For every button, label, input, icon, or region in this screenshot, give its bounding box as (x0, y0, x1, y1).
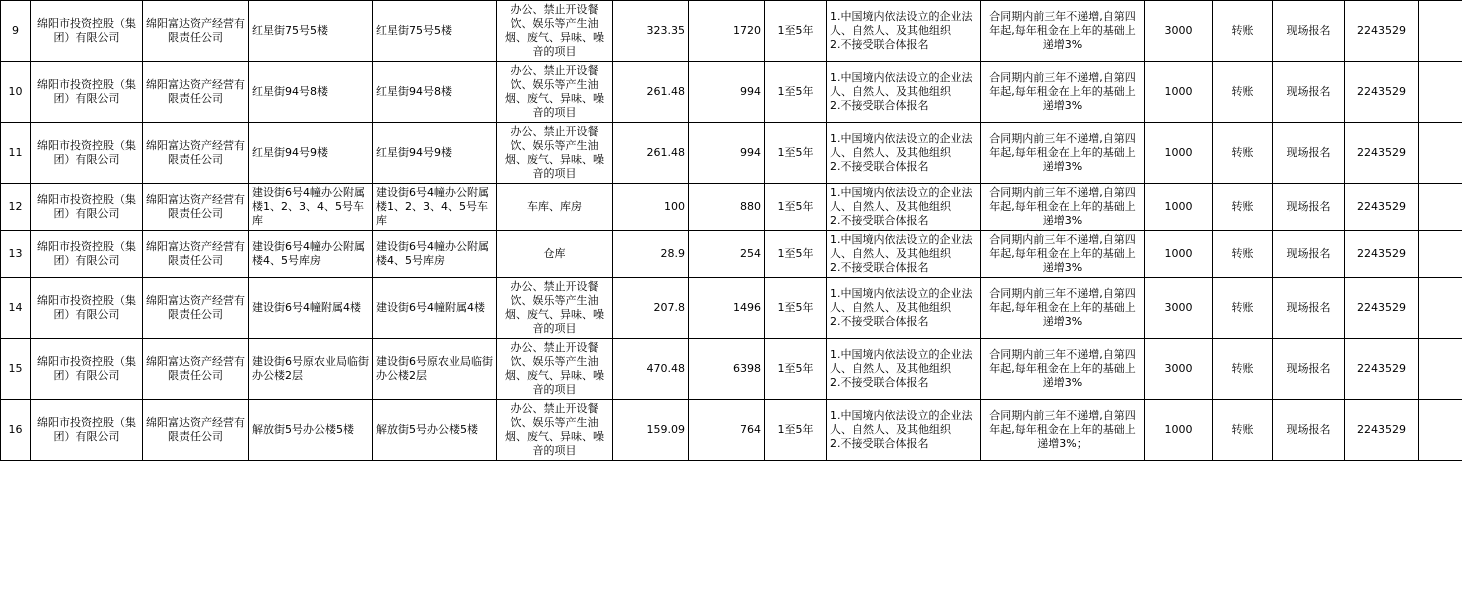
cell-last (1419, 278, 1462, 339)
cell-agent: 绵阳富达资产经营有限责任公司 (143, 400, 249, 461)
cell-loc: 建设街6号4幢办公附属楼1、2、3、4、5号车库 (249, 184, 373, 231)
cell-price: 254 (689, 231, 765, 278)
cell-pay: 转账 (1213, 400, 1273, 461)
cell-name: 建设街6号原农业局临街办公楼2层 (373, 339, 497, 400)
cell-name: 红星街94号8楼 (373, 62, 497, 123)
cell-area: 261.48 (613, 62, 689, 123)
table-row (1, 400, 1462, 461)
table-row (1, 184, 1462, 231)
cell-idx: 11 (1, 123, 31, 184)
cell-price: 1720 (689, 1, 765, 62)
cell-name: 红星街75号5楼 (373, 1, 497, 62)
cell-use: 办公、禁止开设餐饮、娱乐等产生油烟、废气、异味、噪音的项目 (497, 339, 613, 400)
cell-name: 红星街94号9楼 (373, 123, 497, 184)
cell-area: 100 (613, 184, 689, 231)
cell-reg: 现场报名 (1273, 231, 1345, 278)
cell-dep: 3000 (1145, 1, 1213, 62)
cell-tel: 2243529 (1345, 184, 1419, 231)
cell-last (1419, 62, 1462, 123)
cell-term: 1至5年 (765, 339, 827, 400)
cell-incr: 合同期内前三年不递增,自第四年起,每年租金在上年的基础上递增3% (981, 231, 1145, 278)
cell-reg: 现场报名 (1273, 62, 1345, 123)
cell-cond: 1.中国境内依法设立的企业法人、自然人、及其他组织 2.不接受联合体报名 (827, 62, 981, 123)
cell-area: 470.48 (613, 339, 689, 400)
cell-term: 1至5年 (765, 1, 827, 62)
cell-price: 6398 (689, 339, 765, 400)
cell-loc: 红星街94号9楼 (249, 123, 373, 184)
cell-term: 1至5年 (765, 123, 827, 184)
cell-price: 994 (689, 123, 765, 184)
cell-dep: 1000 (1145, 231, 1213, 278)
cell-cond: 1.中国境内依法设立的企业法人、自然人、及其他组织 2.不接受联合体报名 (827, 1, 981, 62)
cell-dep: 1000 (1145, 184, 1213, 231)
table-row (1, 231, 1462, 278)
cell-loc: 红星街75号5楼 (249, 1, 373, 62)
cell-agent: 绵阳富达资产经营有限责任公司 (143, 231, 249, 278)
cell-last (1419, 184, 1462, 231)
cell-cond: 1.中国境内依法设立的企业法人、自然人、及其他组织 2.不接受联合体报名 (827, 400, 981, 461)
cell-pay: 转账 (1213, 278, 1273, 339)
cell-use: 办公、禁止开设餐饮、娱乐等产生油烟、废气、异味、噪音的项目 (497, 1, 613, 62)
cell-loc: 建设街6号4幢办公附属楼4、5号库房 (249, 231, 373, 278)
cell-area: 261.48 (613, 123, 689, 184)
cell-area: 323.35 (613, 1, 689, 62)
cell-reg: 现场报名 (1273, 1, 1345, 62)
cell-agent: 绵阳富达资产经营有限责任公司 (143, 1, 249, 62)
cell-cond: 1.中国境内依法设立的企业法人、自然人、及其他组织 2.不接受联合体报名 (827, 339, 981, 400)
table-row (1, 278, 1462, 339)
cell-term: 1至5年 (765, 62, 827, 123)
cell-cond: 1.中国境内依法设立的企业法人、自然人、及其他组织 2.不接受联合体报名 (827, 231, 981, 278)
cell-loc: 红星街94号8楼 (249, 62, 373, 123)
cell-owner: 绵阳市投资控股（集团）有限公司 (31, 1, 143, 62)
table-row (1, 123, 1462, 184)
cell-tel: 2243529 (1345, 231, 1419, 278)
cell-incr: 合同期内前三年不递增,自第四年起,每年租金在上年的基础上递增3% (981, 278, 1145, 339)
cell-incr: 合同期内前三年不递增,自第四年起,每年租金在上年的基础上递增3% (981, 62, 1145, 123)
cell-idx: 15 (1, 339, 31, 400)
cell-incr: 合同期内前三年不递增,自第四年起,每年租金在上年的基础上递增3% (981, 339, 1145, 400)
cell-name: 建设街6号4幢办公附属楼1、2、3、4、5号车库 (373, 184, 497, 231)
cell-idx: 14 (1, 278, 31, 339)
cell-last (1419, 123, 1462, 184)
cell-use: 仓库 (497, 231, 613, 278)
cell-incr: 合同期内前三年不递增,自第四年起,每年租金在上年的基础上递增3% (981, 123, 1145, 184)
cell-tel: 2243529 (1345, 278, 1419, 339)
table-row (1, 62, 1462, 123)
cell-area: 159.09 (613, 400, 689, 461)
cell-term: 1至5年 (765, 231, 827, 278)
cell-owner: 绵阳市投资控股（集团）有限公司 (31, 184, 143, 231)
cell-owner: 绵阳市投资控股（集团）有限公司 (31, 123, 143, 184)
cell-owner: 绵阳市投资控股（集团）有限公司 (31, 400, 143, 461)
cell-term: 1至5年 (765, 184, 827, 231)
cell-price: 1496 (689, 278, 765, 339)
cell-area: 207.8 (613, 278, 689, 339)
cell-reg: 现场报名 (1273, 184, 1345, 231)
cell-loc: 建设街6号原农业局临街办公楼2层 (249, 339, 373, 400)
cell-owner: 绵阳市投资控股（集团）有限公司 (31, 231, 143, 278)
cell-cond: 1.中国境内依法设立的企业法人、自然人、及其他组织 2.不接受联合体报名 (827, 278, 981, 339)
cell-use: 车库、库房 (497, 184, 613, 231)
cell-name: 解放街5号办公楼5楼 (373, 400, 497, 461)
cell-agent: 绵阳富达资产经营有限责任公司 (143, 62, 249, 123)
cell-tel: 2243529 (1345, 1, 1419, 62)
cell-pay: 转账 (1213, 62, 1273, 123)
cell-pay: 转账 (1213, 1, 1273, 62)
table-body (1, 1, 1462, 461)
cell-incr: 合同期内前三年不递增,自第四年起,每年租金在上年的基础上递增3%； (981, 400, 1145, 461)
cell-last (1419, 339, 1462, 400)
cell-idx: 12 (1, 184, 31, 231)
cell-area: 28.9 (613, 231, 689, 278)
cell-pay: 转账 (1213, 123, 1273, 184)
cell-loc: 建设街6号4幢附属4楼 (249, 278, 373, 339)
cell-agent: 绵阳富达资产经营有限责任公司 (143, 339, 249, 400)
cell-agent: 绵阳富达资产经营有限责任公司 (143, 184, 249, 231)
cell-last (1419, 400, 1462, 461)
cell-tel: 2243529 (1345, 62, 1419, 123)
cell-cond: 1.中国境内依法设立的企业法人、自然人、及其他组织 2.不接受联合体报名 (827, 123, 981, 184)
cell-owner: 绵阳市投资控股（集团）有限公司 (31, 62, 143, 123)
cell-use: 办公、禁止开设餐饮、娱乐等产生油烟、废气、异味、噪音的项目 (497, 123, 613, 184)
cell-reg: 现场报名 (1273, 123, 1345, 184)
cell-loc: 解放街5号办公楼5楼 (249, 400, 373, 461)
cell-incr: 合同期内前三年不递增,自第四年起,每年租金在上年的基础上递增3% (981, 184, 1145, 231)
cell-agent: 绵阳富达资产经营有限责任公司 (143, 123, 249, 184)
cell-last (1419, 231, 1462, 278)
cell-name: 建设街6号4幢办公附属楼4、5号库房 (373, 231, 497, 278)
cell-dep: 1000 (1145, 62, 1213, 123)
cell-tel: 2243529 (1345, 339, 1419, 400)
cell-term: 1至5年 (765, 400, 827, 461)
cell-last (1419, 1, 1462, 62)
cell-reg: 现场报名 (1273, 339, 1345, 400)
cell-dep: 3000 (1145, 278, 1213, 339)
cell-idx: 9 (1, 1, 31, 62)
cell-use: 办公、禁止开设餐饮、娱乐等产生油烟、废气、异味、噪音的项目 (497, 62, 613, 123)
cell-pay: 转账 (1213, 184, 1273, 231)
cell-idx: 16 (1, 400, 31, 461)
cell-tel: 2243529 (1345, 123, 1419, 184)
cell-owner: 绵阳市投资控股（集团）有限公司 (31, 339, 143, 400)
cell-price: 880 (689, 184, 765, 231)
cell-use: 办公、禁止开设餐饮、娱乐等产生油烟、废气、异味、噪音的项目 (497, 278, 613, 339)
cell-price: 994 (689, 62, 765, 123)
cell-pay: 转账 (1213, 339, 1273, 400)
cell-name: 建设街6号4幢附属4楼 (373, 278, 497, 339)
cell-pay: 转账 (1213, 231, 1273, 278)
cell-idx: 13 (1, 231, 31, 278)
cell-agent: 绵阳富达资产经营有限责任公司 (143, 278, 249, 339)
cell-use: 办公、禁止开设餐饮、娱乐等产生油烟、废气、异味、噪音的项目 (497, 400, 613, 461)
cell-reg: 现场报名 (1273, 400, 1345, 461)
cell-dep: 3000 (1145, 339, 1213, 400)
cell-dep: 1000 (1145, 400, 1213, 461)
cell-dep: 1000 (1145, 123, 1213, 184)
cell-reg: 现场报名 (1273, 278, 1345, 339)
cell-incr: 合同期内前三年不递增,自第四年起,每年租金在上年的基础上递增3% (981, 1, 1145, 62)
cell-idx: 10 (1, 62, 31, 123)
cell-tel: 2243529 (1345, 400, 1419, 461)
cell-owner: 绵阳市投资控股（集团）有限公司 (31, 278, 143, 339)
cell-price: 764 (689, 400, 765, 461)
table-row (1, 1, 1462, 62)
cell-term: 1至5年 (765, 278, 827, 339)
cell-cond: 1.中国境内依法设立的企业法人、自然人、及其他组织 2.不接受联合体报名 (827, 184, 981, 231)
table-row (1, 339, 1462, 400)
